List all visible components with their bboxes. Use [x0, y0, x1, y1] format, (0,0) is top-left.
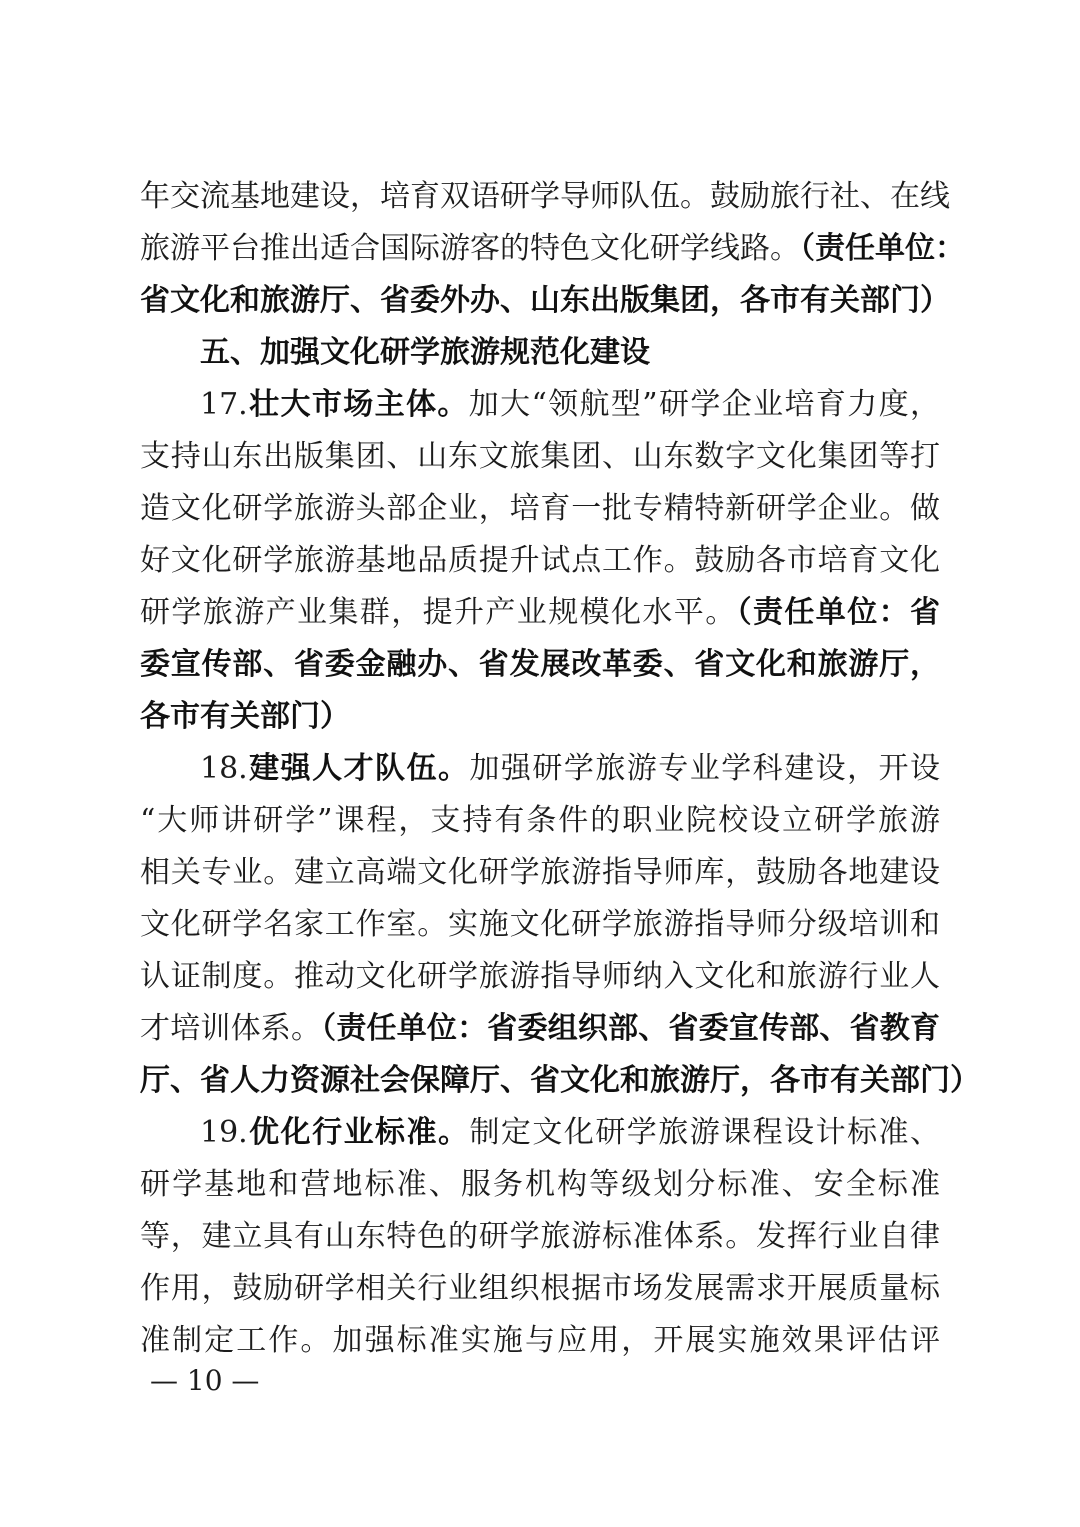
paragraph-line: 才培训体系。（责任单位：省委组织部、省委宣传部、省教育 [140, 1011, 941, 1046]
item-17-number: 17. [200, 387, 248, 422]
section-heading: 五、加强文化研学旅游规范化建设 [200, 335, 650, 370]
paragraph-line: 认证制度。推动文化研学旅游指导师纳入文化和旅游行业人 [140, 959, 940, 994]
paragraph-line: 支持山东出版集团、山东文旅集团、山东数字文化集团等打 [140, 439, 940, 474]
paragraph-line: 作用，鼓励研学相关行业组织根据市场发展需求开展质量标 [140, 1271, 940, 1306]
item-19-title: 优化行业标准。 [247, 1115, 470, 1150]
responsibility-line: 各市有关部门） [140, 699, 350, 734]
responsibility-label: （责任单位： [800, 231, 965, 266]
responsibility-label: （责任单位：省委组织部、省委宣传部、省教育 [321, 1011, 941, 1046]
responsibility-line: 厅、省人力资源社会保障厅、省文化和旅游厅，各市有关部门） [140, 1063, 980, 1098]
paragraph-line: 等，建立具有山东特色的研学旅游标准体系。发挥行业自律 [140, 1219, 940, 1254]
item-17-title: 壮大市场主体。 [247, 387, 469, 422]
page-number: — 10 — [150, 1364, 260, 1397]
paragraph-line: 研学旅游产业集群，提升产业规模化水平。（责任单位：省 [140, 595, 941, 630]
paragraph-line: 年交流基地建设，培育双语研学导师队伍。鼓励旅行社、在线 [140, 179, 950, 214]
paragraph-line: 准制定工作。加强标准实施与应用，开展实施效果评估评 [140, 1323, 940, 1358]
paragraph-line: 造文化研学旅游头部企业，培育一批专精特新研学企业。做 [140, 491, 940, 526]
item-18-first-line: 18.建强人才队伍。加强研学旅游专业学科建设，开设 [200, 751, 941, 786]
item-19-number: 19. [200, 1115, 248, 1150]
paragraph-line: 好文化研学旅游基地品质提升试点工作。鼓励各市培育文化 [140, 543, 940, 578]
responsibility-line: 委宣传部、省委金融办、省发展改革委、省文化和旅游厅， [140, 647, 940, 682]
responsibility-line: 省文化和旅游厅、省委外办、山东出版集团，各市有关部门） [140, 283, 950, 318]
paragraph-line: 相关专业。建立高端文化研学旅游指导师库，鼓励各地建设 [140, 855, 940, 890]
responsibility-label: （责任单位：省 [736, 595, 941, 630]
item-17-first-line: 17.壮大市场主体。加大“领航型”研学企业培育力度， [200, 387, 940, 422]
item-19-first-line: 19.优化行业标准。制定文化研学旅游课程设计标准、 [200, 1115, 941, 1150]
paragraph-line: 文化研学名家工作室。实施文化研学旅游指导师分级培训和 [140, 907, 940, 942]
paragraph-line: “大师讲研学”课程，支持有条件的职业院校设立研学旅游 [140, 803, 940, 838]
paragraph-line: 旅游平台推出适合国际游客的特色文化研学线路。（责任单位： [140, 231, 965, 266]
paragraph-line: 研学基地和营地标准、服务机构等级划分标准、安全标准 [140, 1167, 940, 1202]
item-18-title: 建强人才队伍。 [247, 751, 470, 786]
item-18-number: 18. [200, 751, 248, 786]
